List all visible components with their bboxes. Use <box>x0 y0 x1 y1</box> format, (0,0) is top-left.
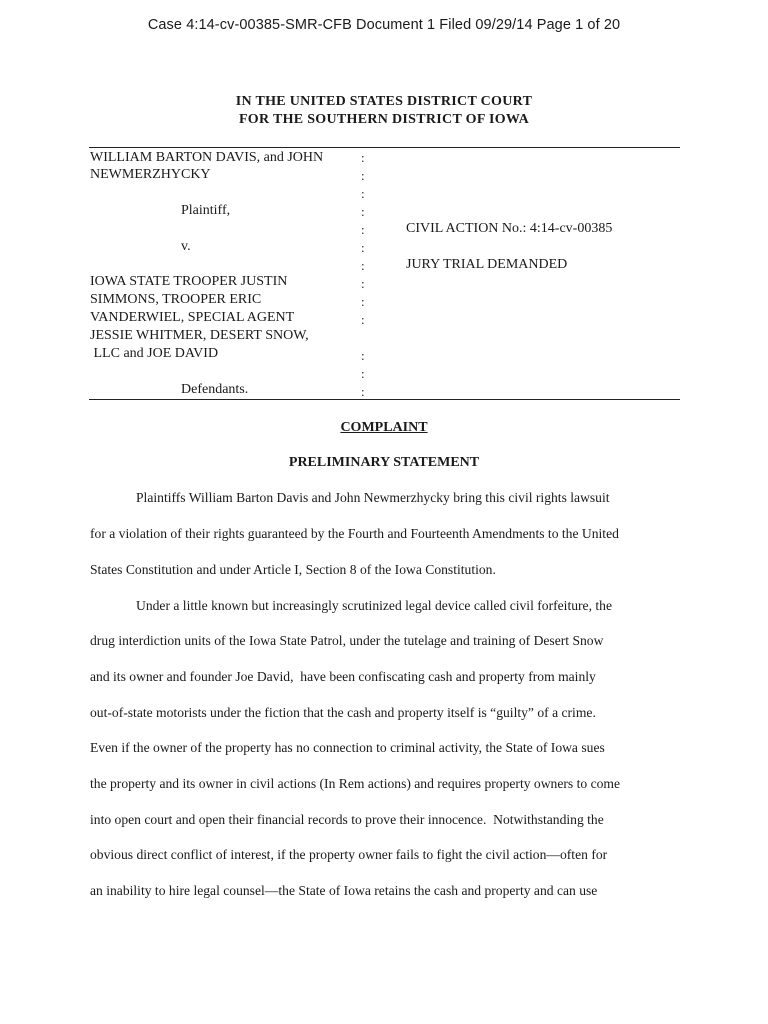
body-line: drug interdiction units of the Iowa State Patrol, under the tutelage and training of Desert Snow <box>90 633 604 648</box>
versus-label: v. <box>181 239 191 254</box>
caption-colon: : <box>361 150 365 165</box>
caption-colon: : <box>361 276 365 291</box>
body-line: and its owner and founder Joe David, have been confiscating cash and property from mainly <box>90 669 596 684</box>
body-line: Plaintiffs William Barton Davis and John Newmerzhycky bring this civil rights lawsuit <box>136 490 610 505</box>
caption-colon: : <box>361 366 365 381</box>
preliminary-statement-heading: PRELIMINARY STATEMENT <box>288 455 480 470</box>
caption-top-rule <box>89 147 680 148</box>
plaintiffs-line-2: NEWMERZHYCKY <box>90 167 211 182</box>
caption-colon: : <box>361 312 365 327</box>
caption-colon: : <box>361 240 365 255</box>
defendant-line: IOWA STATE TROOPER JUSTIN <box>90 274 288 289</box>
defendant-line: LLC and JOE DAVID <box>90 346 219 361</box>
plaintiffs-line-1: WILLIAM BARTON DAVIS, and JOHN <box>90 150 324 165</box>
caption-colon: : <box>361 294 365 309</box>
body-line: Even if the owner of the property has no connection to criminal activity, the State of Iowa sues <box>90 740 605 755</box>
caption-colon: : <box>361 384 365 399</box>
body-line: Under a little known but increasingly scrutinized legal device called civil forfeiture, the <box>136 598 612 613</box>
caption-colon: : <box>361 186 365 201</box>
complaint-heading: COMPLAINT <box>340 420 428 435</box>
court-name-line-2: FOR THE SOUTHERN DISTRICT OF IOWA <box>238 112 530 127</box>
body-line: States Constitution and under Article I, Section 8 of the Iowa Constitution. <box>90 562 496 577</box>
caption-bottom-rule <box>89 399 680 400</box>
defendant-line: VANDERWIEL, SPECIAL AGENT <box>90 310 295 325</box>
defendant-line: JESSIE WHITMER, DESERT SNOW, <box>90 328 309 343</box>
case-header: Case 4:14-cv-00385-SMR-CFB Document 1 Filed 09/29/14 Page 1 of 20 <box>147 17 621 33</box>
body-line: the property and its owner in civil actions (In Rem actions) and requires property owners to come <box>90 776 621 791</box>
caption-colon: : <box>361 348 365 363</box>
caption-colon: : <box>361 168 365 183</box>
body-line: obvious direct conflict of interest, if the property owner fails to fight the civil action—often for <box>90 847 608 862</box>
body-line: an inability to hire legal counsel—the State of Iowa retains the cash and property and can use <box>90 883 598 898</box>
jury-trial-demand: JURY TRIAL DEMANDED <box>406 257 568 272</box>
body-line: out-of-state motorists under the fiction that the cash and property itself is “guilty” of a crime. <box>90 705 596 720</box>
court-name-line-1: IN THE UNITED STATES DISTRICT COURT <box>235 94 533 109</box>
caption-colon: : <box>361 204 365 219</box>
caption-colon: : <box>361 258 365 273</box>
caption-colon: : <box>361 222 365 237</box>
defendants-label: Defendants. <box>181 382 249 397</box>
body-line: into open court and open their financial records to prove their innocence. Notwithstanding the <box>90 812 604 827</box>
body-line: for a violation of their rights guaranteed by the Fourth and Fourteenth Amendments to the United <box>90 526 619 541</box>
plaintiff-label: Plaintiff, <box>181 203 231 218</box>
defendant-line: SIMMONS, TROOPER ERIC <box>90 292 262 307</box>
civil-action-number: CIVIL ACTION No.: 4:14-cv-00385 <box>406 221 613 236</box>
